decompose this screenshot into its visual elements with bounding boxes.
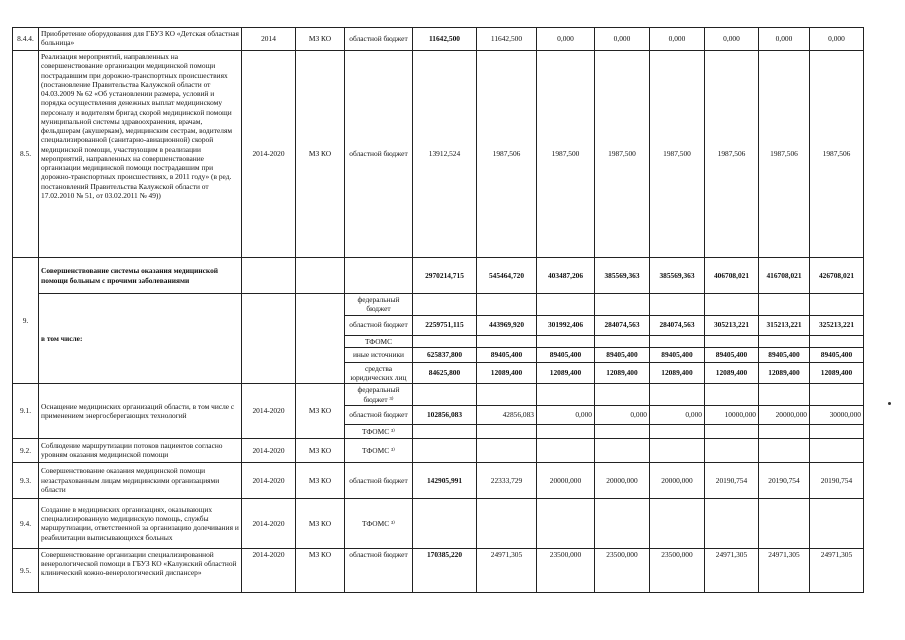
section-year-value: 406708,021 <box>705 258 759 294</box>
source-year-value <box>595 294 650 316</box>
row-year-value: 1987,500 <box>595 51 650 258</box>
source-year-value <box>810 384 864 406</box>
financing-table <box>12 27 864 593</box>
table-row <box>13 384 864 406</box>
source-year-value <box>810 424 864 438</box>
row-number: 9.2. <box>13 438 39 462</box>
source-total: 625837,800 <box>413 347 477 362</box>
source-year-value: 305213,221 <box>705 315 759 335</box>
source-year-value <box>650 335 705 347</box>
row-total <box>413 438 477 462</box>
source-year-value <box>759 384 810 406</box>
table-row <box>13 51 864 258</box>
row-description: Совершенствование организации специализированной венерологической помощи в ГБУЗ КО «Калужский областной клинический кожно-венерологический диспансер» <box>39 548 242 592</box>
row-description: Приобретение оборудования для ГБУЗ КО «Детская областная больница» <box>39 28 242 51</box>
row-year-value: 0,000 <box>595 28 650 51</box>
source-year-value: 42856,083 <box>477 405 537 424</box>
row-description: Оснащение медицинских организаций области, в том числе с применением энергосберегающих технологий <box>39 384 242 439</box>
source-year-value <box>477 335 537 347</box>
source-total: 2259751,115 <box>413 315 477 335</box>
source-year-value: 10000,000 <box>705 405 759 424</box>
section-total: 2970214,715 <box>413 258 477 294</box>
section-year-value: 416708,021 <box>759 258 810 294</box>
source-year-value: 12089,400 <box>650 362 705 384</box>
row-year-value <box>810 438 864 462</box>
source-year-value: 284074,563 <box>595 315 650 335</box>
section-row <box>13 258 864 294</box>
source-year-value: 89405,400 <box>759 347 810 362</box>
section-source <box>345 258 413 294</box>
section-year-value: 385569,363 <box>650 258 705 294</box>
source-total: 84625,800 <box>413 362 477 384</box>
source-year-value <box>595 335 650 347</box>
row-years: 2014-2020 <box>242 438 296 462</box>
row-year-value: 11642,500 <box>477 28 537 51</box>
row-executor: МЗ КО <box>296 438 345 462</box>
row-year-value <box>759 498 810 548</box>
row-year-value: 20000,000 <box>537 462 595 498</box>
row-description: Совершенствование оказания медицинской помощи незастрахованным лицам медицинскими организациями области <box>39 462 242 498</box>
section-number: 9. <box>13 258 39 384</box>
source-year-value: 12089,400 <box>705 362 759 384</box>
source-year-value: 12089,400 <box>537 362 595 384</box>
source-name: областной бюджет <box>345 405 413 424</box>
source-year-value: 12089,400 <box>477 362 537 384</box>
row-total: 170385,220 <box>413 548 477 592</box>
row-year-value: 20190,754 <box>705 462 759 498</box>
source-year-value <box>810 294 864 316</box>
table-row <box>13 28 864 51</box>
row-year-value <box>537 498 595 548</box>
source-year-value: 0,000 <box>537 405 595 424</box>
row-years: 2014-2020 <box>242 548 296 592</box>
row-description: Соблюдение маршрутизации потоков пациентов согласно уровням оказания медицинской помощи <box>39 438 242 462</box>
row-total: 13912,524 <box>413 51 477 258</box>
section-year-value: 426708,021 <box>810 258 864 294</box>
row-year-value: 20000,000 <box>650 462 705 498</box>
source-year-value <box>705 424 759 438</box>
source-year-value <box>650 294 705 316</box>
row-year-value <box>595 498 650 548</box>
row-year-value <box>477 438 537 462</box>
table-row <box>13 438 864 462</box>
row-year-value: 0,000 <box>759 28 810 51</box>
source-total <box>413 335 477 347</box>
row-total: 11642,500 <box>413 28 477 51</box>
row-total <box>413 498 477 548</box>
source-year-value <box>537 294 595 316</box>
row-year-value: 0,000 <box>650 28 705 51</box>
source-year-value: 0,000 <box>595 405 650 424</box>
source-year-value <box>537 335 595 347</box>
row-year-value: 0,000 <box>537 28 595 51</box>
row-total: 142905,991 <box>413 462 477 498</box>
section-year-value: 385569,363 <box>595 258 650 294</box>
row-source: областной бюджет <box>345 548 413 592</box>
source-year-value <box>810 335 864 347</box>
row-executor: МЗ КО <box>296 498 345 548</box>
row-year-value: 24971,305 <box>810 548 864 592</box>
row-executor: МЗ КО <box>296 548 345 592</box>
source-year-value: 443969,920 <box>477 315 537 335</box>
row-year-value: 1987,500 <box>537 51 595 258</box>
source-year-value <box>650 384 705 406</box>
source-year-value: 89405,400 <box>650 347 705 362</box>
row-executor: МЗ КО <box>296 51 345 258</box>
row-number: 8.5. <box>13 51 39 258</box>
source-year-value: 284074,563 <box>650 315 705 335</box>
table-row <box>13 548 864 592</box>
row-year-value: 23500,000 <box>537 548 595 592</box>
row-years: 2014-2020 <box>242 498 296 548</box>
source-year-value: 89405,400 <box>477 347 537 362</box>
source-year-value <box>595 424 650 438</box>
row-year-value <box>595 438 650 462</box>
table-row <box>13 498 864 548</box>
source-name: федеральный бюджет <box>345 294 413 316</box>
source-total <box>413 384 477 406</box>
source-year-value <box>537 384 595 406</box>
source-year-value <box>759 294 810 316</box>
source-year-value: 0,000 <box>650 405 705 424</box>
row-year-value: 1987,500 <box>650 51 705 258</box>
row-year-value: 23500,000 <box>595 548 650 592</box>
row-year-value: 24971,305 <box>705 548 759 592</box>
row-year-value: 1987,506 <box>705 51 759 258</box>
row-year-value <box>705 438 759 462</box>
section-years-blank <box>242 294 296 384</box>
source-year-value: 301992,406 <box>537 315 595 335</box>
source-year-value <box>759 424 810 438</box>
row-year-value <box>705 498 759 548</box>
source-name: федеральный бюджет ³⁾ <box>345 384 413 406</box>
section-year-value: 545464,720 <box>477 258 537 294</box>
row-year-value: 20190,754 <box>759 462 810 498</box>
row-year-value <box>759 438 810 462</box>
row-years: 2014-2020 <box>242 384 296 439</box>
row-year-value <box>650 438 705 462</box>
source-year-value: 12089,400 <box>759 362 810 384</box>
source-year-value <box>650 424 705 438</box>
source-year-value: 89405,400 <box>810 347 864 362</box>
row-number: 9.5. <box>13 548 39 592</box>
source-year-value: 12089,400 <box>810 362 864 384</box>
source-name: иные источники <box>345 347 413 362</box>
row-number: 9.4. <box>13 498 39 548</box>
source-year-value: 20000,000 <box>759 405 810 424</box>
source-total <box>413 424 477 438</box>
source-year-value <box>477 294 537 316</box>
source-name: областной бюджет <box>345 315 413 335</box>
scan-speck <box>888 402 891 405</box>
source-year-value <box>537 424 595 438</box>
row-year-value: 23500,000 <box>650 548 705 592</box>
source-year-value: 30000,000 <box>810 405 864 424</box>
row-year-value: 20000,000 <box>595 462 650 498</box>
row-year-value: 22333,729 <box>477 462 537 498</box>
source-year-value: 89405,400 <box>537 347 595 362</box>
section-executor <box>296 258 345 294</box>
row-number: 9.3. <box>13 462 39 498</box>
section-description: Совершенствование системы оказания медицинской помощи больным с прочими заболеваниями <box>39 258 242 294</box>
row-year-value: 0,000 <box>810 28 864 51</box>
source-year-value <box>477 424 537 438</box>
source-total: 102856,083 <box>413 405 477 424</box>
row-years: 2014-2020 <box>242 51 296 258</box>
source-name: средства юридических лиц <box>345 362 413 384</box>
row-source: ТФОМС ³⁾ <box>345 438 413 462</box>
row-number: 9.1. <box>13 384 39 439</box>
program-table-sheet <box>12 27 863 593</box>
including-label: в том числе: <box>39 294 242 384</box>
section-year-value: 403487,206 <box>537 258 595 294</box>
row-year-value: 0,000 <box>705 28 759 51</box>
row-year-value: 20190,754 <box>810 462 864 498</box>
row-executor: МЗ КО <box>296 28 345 51</box>
row-number: 8.4.4. <box>13 28 39 51</box>
row-year-value: 1987,506 <box>810 51 864 258</box>
row-description: Создание в медицинских организациях, оказывающих специализированную медицинскую помощь, службы маршрутизации, ответственной за организацию долечивания и реабилитации выписывающихся больных <box>39 498 242 548</box>
source-year-value: 12089,400 <box>595 362 650 384</box>
row-years: 2014-2020 <box>242 462 296 498</box>
row-years: 2014 <box>242 28 296 51</box>
source-year-value <box>705 335 759 347</box>
row-year-value <box>537 438 595 462</box>
source-year-value <box>595 384 650 406</box>
row-year-value <box>810 498 864 548</box>
source-year-value: 315213,221 <box>759 315 810 335</box>
row-year-value <box>477 498 537 548</box>
row-year-value: 24971,305 <box>759 548 810 592</box>
source-name: ТФОМС <box>345 335 413 347</box>
row-year-value: 1987,506 <box>477 51 537 258</box>
row-source: областной бюджет <box>345 51 413 258</box>
source-year-value <box>705 384 759 406</box>
source-year-value: 325213,221 <box>810 315 864 335</box>
row-description: Реализация мероприятий, направленных на совершенствование организации медицинской помощи пострадавшим при дорожно-транспортных происшествиях (постановление Правительства Калужской области от 04.03.2009 № 62 «Об установлении размера, условий и порядка осуществления денежных выплат медицинскому персоналу и водителям бригад скорой медицинской помощи муниципальной системы здравоохранения, врачам, фельдшерам (акушеркам), медицинским сестрам, водителям специализированной (санитарно-авиационной) скорой медицинской помощи, участвующим в реализации мероприятий, направленных на совершенствование организации медицинской помощи пострадавшим при дорожно-транспортных происшествиях, в 2011 году» (в ред. постановлений Правительства Калужской области от 17.02.2010 № 51, от 03.02.2011 № 49)) <box>39 51 242 258</box>
source-row <box>13 294 864 316</box>
source-year-value: 89405,400 <box>705 347 759 362</box>
row-year-value <box>650 498 705 548</box>
table-row <box>13 462 864 498</box>
source-year-value: 89405,400 <box>595 347 650 362</box>
source-year-value <box>477 384 537 406</box>
section-exec-blank <box>296 294 345 384</box>
row-year-value: 24971,305 <box>477 548 537 592</box>
row-year-value: 1987,506 <box>759 51 810 258</box>
row-executor: МЗ КО <box>296 462 345 498</box>
source-name: ТФОМС ³⁾ <box>345 424 413 438</box>
source-year-value <box>705 294 759 316</box>
row-source: ТФОМС ³⁾ <box>345 498 413 548</box>
source-total <box>413 294 477 316</box>
row-executor: МЗ КО <box>296 384 345 439</box>
row-source: областной бюджет <box>345 462 413 498</box>
section-years <box>242 258 296 294</box>
source-year-value <box>759 335 810 347</box>
row-source: областной бюджет <box>345 28 413 51</box>
